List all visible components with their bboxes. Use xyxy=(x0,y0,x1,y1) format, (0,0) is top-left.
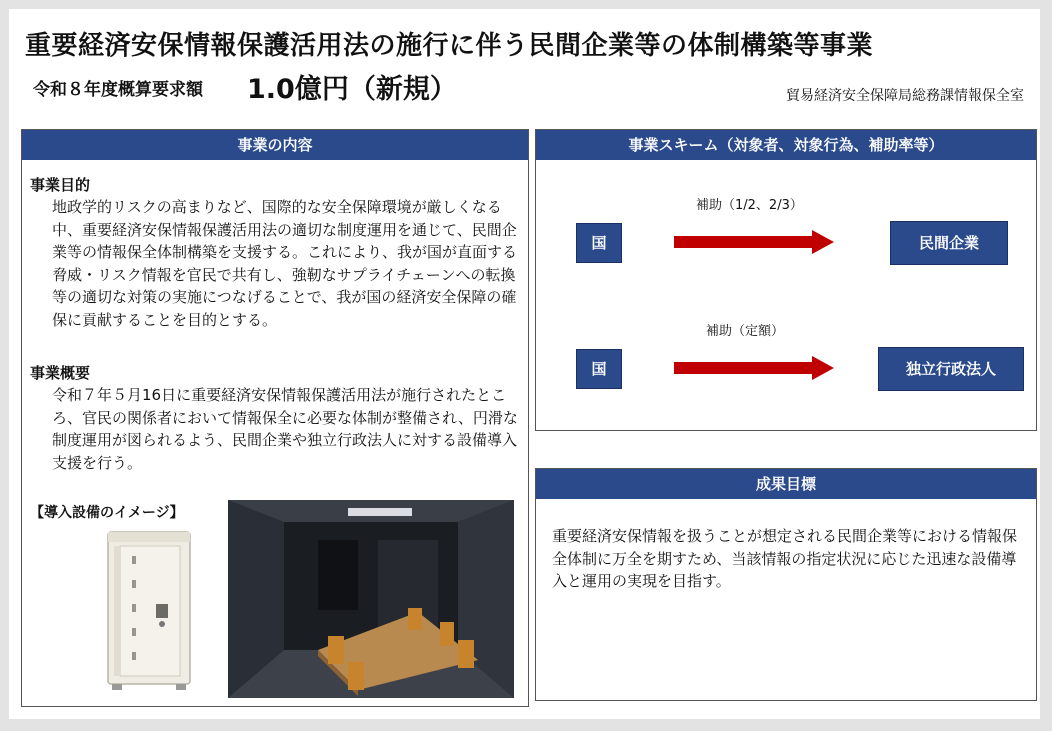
image-heading: 【導入設備のイメージ】 xyxy=(30,505,184,521)
purpose-text: 地政学的リスクの高まりなど、国際的な安全保障環境が厳しくなる中、重要経済安保情報保護活用法の適切な制度運用を通じて、民間企業等の情報保全体制構築を支援する。これにより、我が国が直面する脅威・リスク情報を官民で共有し、強靭なサプライチェーンへの転換等の適切な対策の実施につなげることで、我が国の経済安全保障の確保に貢献することを目的とする。 xyxy=(52,198,518,329)
budget-label: 令和８年度概算要求額 xyxy=(33,80,203,100)
scheme-from-box: 国 xyxy=(576,349,622,389)
scheme-panel-header: 事業スキーム（対象者、対象行為、補助率等） xyxy=(536,130,1036,160)
scheme-from-box: 国 xyxy=(576,223,622,263)
budget-amount: 1.0億円（新規） xyxy=(247,74,457,105)
scheme-panel xyxy=(535,129,1037,431)
safe-cabinet-image xyxy=(102,528,198,693)
right-arrow-icon xyxy=(674,230,836,254)
goal-text: 重要経済安保情報を扱うことが想定される民間企業等における情報保全体制に万全を期すため、当該情報の指定状況に応じた迅速な設備導入と運用の実現を目指す。 xyxy=(552,527,1018,590)
scheme-arrow-label: 補助（定額） xyxy=(706,324,785,339)
page-title: 重要経済安保情報保護活用法の施行に伴う民間企業等の体制構築等事業 xyxy=(25,31,874,61)
scheme-to-box-agency: 独立行政法人 xyxy=(878,347,1024,391)
purpose-heading: 事業目的 xyxy=(30,176,91,194)
right-arrow-icon xyxy=(674,356,836,380)
scheme-to-box-private: 民間企業 xyxy=(890,221,1008,265)
overview-heading: 事業概要 xyxy=(30,364,91,382)
department: 貿易経済安全保障局総務課情報保全室 xyxy=(786,88,1024,104)
content-panel-header: 事業の内容 xyxy=(22,130,528,160)
overview-text: 令和７年５月16日に重要経済安保情報保護活用法が施行されたところ、官民の関係者において情報保全に必要な体制が整備され、円滑な制度運用が図られるよう、民間企業や独立行政法人に対する設備導入支援を行う。 xyxy=(52,386,518,472)
scheme-arrow-label: 補助（1/2、2/3） xyxy=(696,198,803,213)
content-panel xyxy=(21,129,529,707)
goal-panel-header: 成果目標 xyxy=(536,469,1036,499)
slide xyxy=(9,9,1040,719)
goal-panel xyxy=(535,468,1037,701)
meeting-room-image xyxy=(228,500,514,698)
